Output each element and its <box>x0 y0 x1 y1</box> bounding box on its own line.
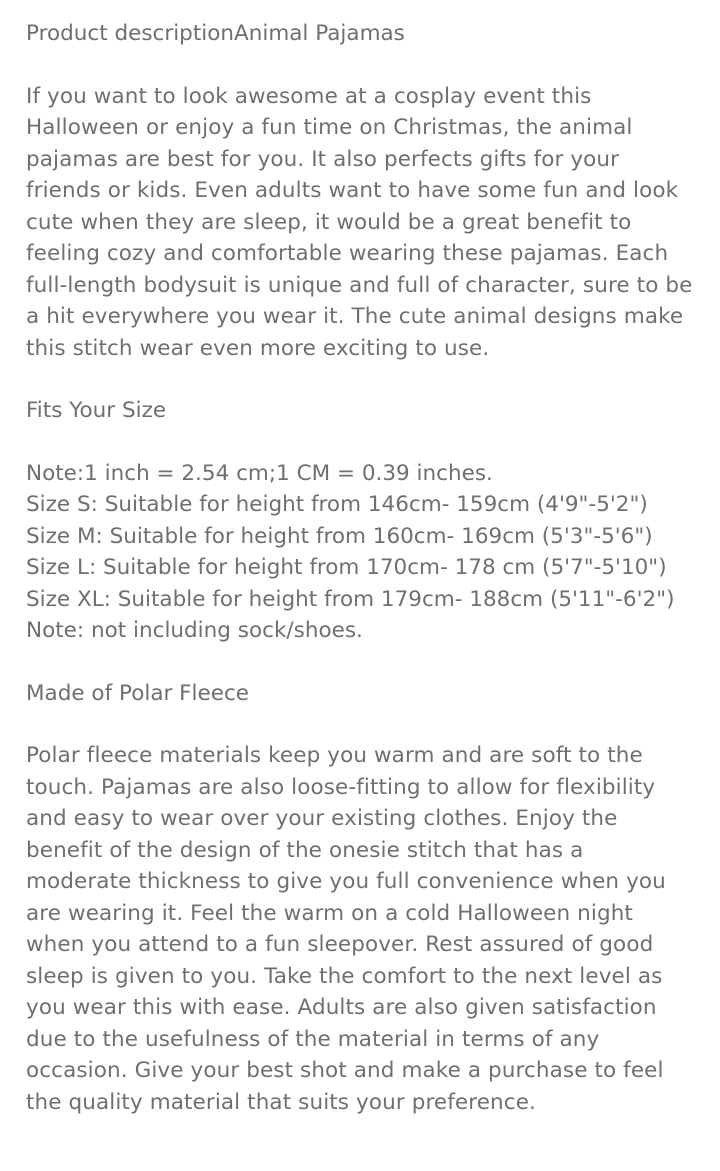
size-line: Size M: Suitable for height from 160cm- 169cm (5'3"-5'6") <box>26 523 653 549</box>
spacer <box>26 364 694 395</box>
spacer <box>26 50 694 81</box>
spacer <box>26 709 694 740</box>
intro-paragraph: If you want to look awesome at a cosplay event this Halloween or enjoy a fun time on Christmas, the animal pajamas are best for you. It also perfects gifts for your friends or kids. Even adults want to have some fun and look cute when they are sleep, it would be a great benefit to feeling cozy and comfortable wearing these pajamas. Each full-length bodysuit is unique and full of character, sure to be a hit everywhere you wear it. The cute animal designs make this stitch wear even more exciting to use. <box>26 83 693 361</box>
size-line: Size S: Suitable for height from 146cm- 159cm (4'9"-5'2") <box>26 492 648 517</box>
product-description-title: Product descriptionAnimal Pajamas <box>26 21 405 46</box>
size-chart-block <box>26 458 694 647</box>
size-line: Size L: Suitable for height from 170cm- 178 cm (5'7"-5'10") <box>26 555 667 580</box>
material-heading: Made of Polar Fleece <box>26 680 250 706</box>
size-line: Note:1 inch = 2.54 cm;1 CM = 0.39 inches. <box>26 460 493 486</box>
spacer <box>26 647 694 678</box>
size-line: Note: not including sock/shoes. <box>26 618 363 643</box>
fits-your-size-heading: Fits Your Size <box>26 398 167 423</box>
material-paragraph: Polar fleece materials keep you warm and are soft to the touch. Pajamas are also loose-fitting to allow for flexibility and easy to wear over your existing clothes. Enjoy the benefit of the design of the onesie stitch that has a moderate thickness to give you full convenience when you are wearing it. Feel the warm on a cold Halloween night when you attend to a fun sleepover. Rest assured of good sleep is given to you. Take the comfort to the next level as you wear this with ease. Adults are also given satisfaction due to the usefulness of the material in terms of any occasion. Give your best shot and make a purchase to feel the quality material that suits your preference. <box>26 743 666 1115</box>
spacer <box>26 427 694 458</box>
size-line: Size XL: Suitable for height from 179cm- 188cm (5'11"-6'2") <box>26 586 675 612</box>
